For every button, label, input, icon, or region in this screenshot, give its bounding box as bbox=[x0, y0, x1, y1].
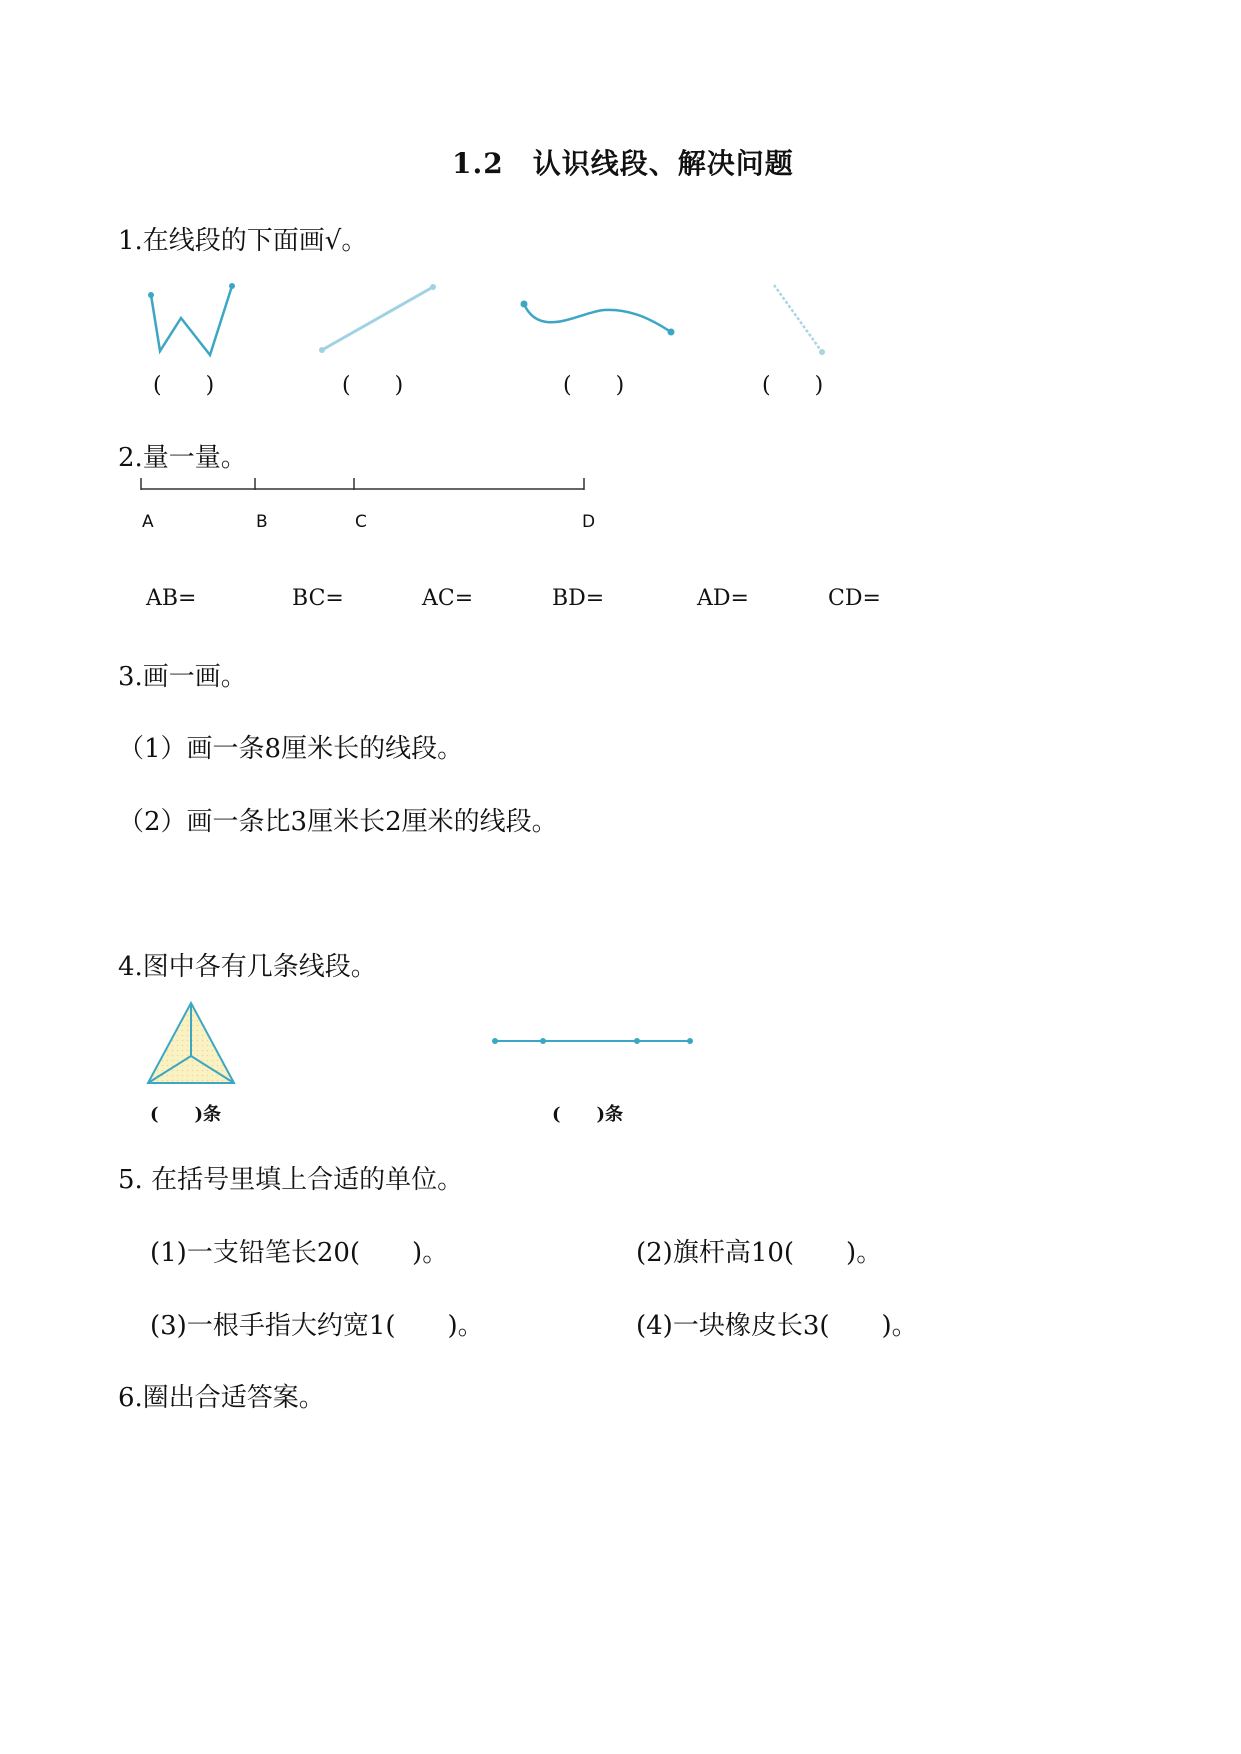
q4-answer-1[interactable]: ( )条 bbox=[150, 1104, 222, 1125]
q5-item-1: (1)一支铅笔长20( )。 bbox=[150, 1238, 449, 1268]
q3-item-2: （2）画一条比3厘米长2厘米的线段。 bbox=[118, 807, 558, 837]
question-2-text: 2.量一量。 bbox=[118, 443, 247, 473]
answer-ac[interactable]: AC= bbox=[422, 586, 474, 611]
question-5-text: 5. 在括号里填上合适的单位。 bbox=[118, 1165, 464, 1195]
q4-answer-2[interactable]: ( )条 bbox=[552, 1104, 624, 1125]
question-6-text: 6.圈出合适答案。 bbox=[118, 1383, 325, 1413]
q4-triangle-figure bbox=[140, 998, 260, 1098]
q5-item-4: (4)一块橡皮长3( )。 bbox=[636, 1311, 918, 1341]
q3-item-1: （1）画一条8厘米长的线段。 bbox=[118, 734, 464, 764]
q1-answer-4[interactable]: ( ) bbox=[762, 373, 824, 398]
answer-ad[interactable]: AD= bbox=[697, 586, 749, 611]
zigzag-figure bbox=[148, 283, 235, 355]
q4-line-figure bbox=[480, 1031, 720, 1051]
faint-segment-figure bbox=[774, 285, 825, 355]
segment-figure bbox=[319, 284, 436, 353]
question-3-text: 3.画一画。 bbox=[118, 662, 247, 692]
point-label-d: D bbox=[582, 512, 596, 532]
q2-ruler-segment bbox=[0, 475, 1241, 505]
point-label-b: B bbox=[256, 512, 268, 532]
q1-answer-3[interactable]: ( ) bbox=[563, 373, 625, 398]
answer-ab[interactable]: AB= bbox=[146, 586, 197, 611]
answer-cd[interactable]: CD= bbox=[828, 586, 881, 611]
answer-bd[interactable]: BD= bbox=[552, 586, 605, 611]
q5-item-3: (3)一根手指大约宽1( )。 bbox=[150, 1311, 484, 1341]
answer-bc[interactable]: BC= bbox=[292, 586, 344, 611]
q1-answer-1[interactable]: ( ) bbox=[153, 373, 215, 398]
q5-item-2: (2)旗杆高10( )。 bbox=[636, 1238, 883, 1268]
point-label-a: A bbox=[142, 512, 154, 532]
point-label-c: C bbox=[355, 512, 367, 532]
q1-answer-2[interactable]: ( ) bbox=[342, 373, 404, 398]
page-title: 1.2 认识线段、解决问题 bbox=[452, 147, 794, 180]
curve-figure bbox=[521, 301, 675, 336]
question-4-text: 4.图中各有几条线段。 bbox=[118, 952, 377, 982]
question-1-text: 1.在线段的下面画√。 bbox=[118, 226, 368, 256]
